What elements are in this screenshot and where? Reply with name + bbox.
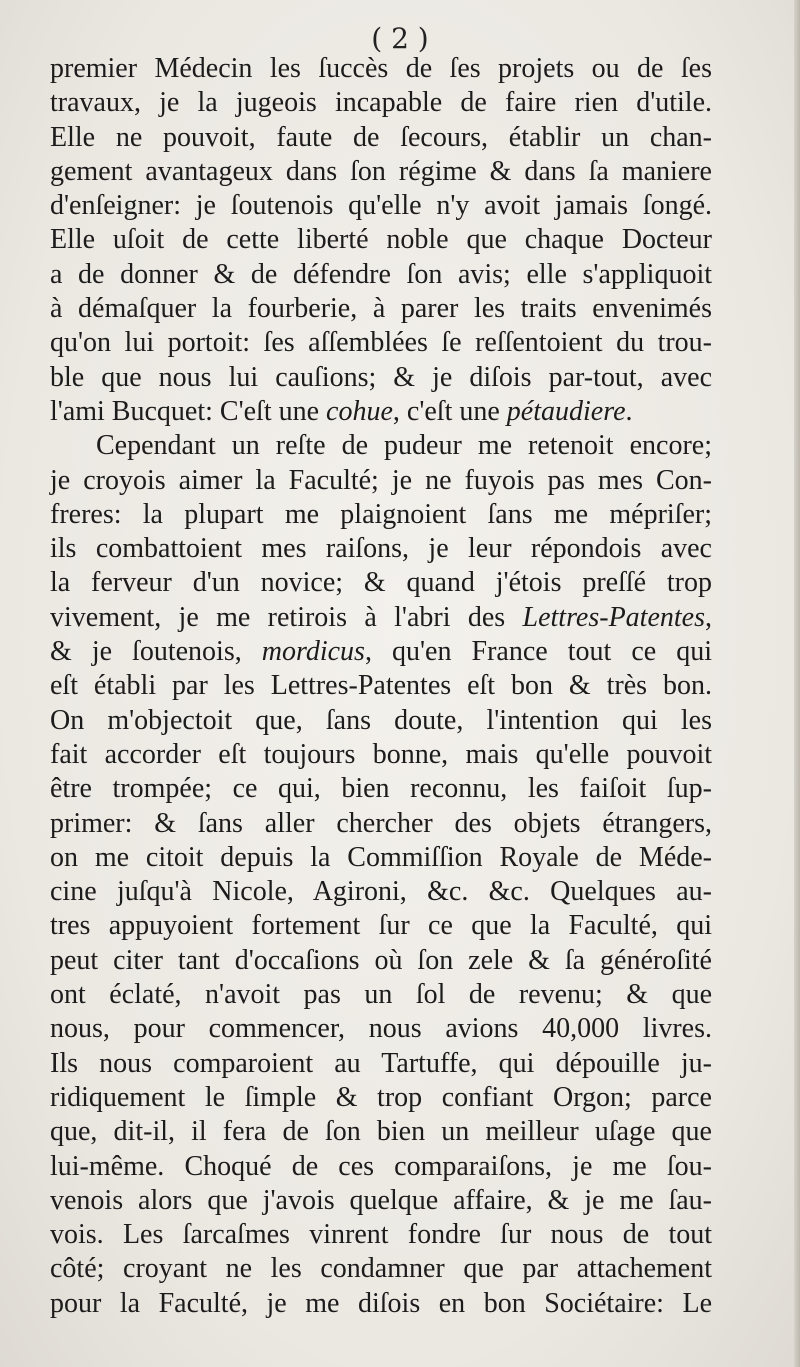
text-line: la ferveur d'un novice; & quand j'étois preſſé trop [50,567,712,599]
text-line [50,635,712,669]
text-line: nous, pour commencer, nous avions 40,000 livres. [50,1013,712,1045]
text-line: à démaſquer la fourberie, à parer les traits envenimés [50,293,712,325]
text-line: côté; croyant ne les condamner que par attachement [50,1253,712,1285]
paragraph-first-line: Cependant un reſte de pudeur me retenoit encore; [96,430,712,462]
text-line: premier Médecin les ſuccès de ſes projets ou de ſes [50,53,712,84]
page-fold-edge [794,0,800,1367]
text-line: cine juſqu'à Nicole, Agironi, &c. &c. Quelques au- [50,876,712,908]
text-line [50,395,712,429]
text-line: peut citer tant d'occaſions où ſon zele & ſa généroſité [50,944,712,976]
text-line: a de donner & de défendre ſon avis; elle s'appliquoit [50,258,712,290]
text-line: primer: & ſans aller chercher des objets étrangers, [50,807,712,839]
text-line: ils combattoient mes raiſons, je leur répondois avec [50,533,712,565]
text-segment: vivement, je me retirois à l'abri des [50,601,523,633]
text-line: d'enſeigner: je ſoutenois qu'elle n'y avoit jamais ſongé. [50,190,712,222]
text-line: ont éclaté, n'avoit pas un ſol de revenu; & que [50,979,712,1011]
text-segment: , qu'en France tout ce qui [364,636,712,668]
text-line: qu'on lui portoit: ſes aſſemblées ſe reſſentoient du trou- [50,327,712,359]
text-line: que, dit-il, il fera de ſon bien un meilleur uſage que [50,1116,712,1148]
text-line: ble que nous lui cauſions; & je diſois par-tout, avec [50,361,712,393]
text-line: vois. Les ſarcaſmes vinrent fondre ſur nous de tout [50,1219,712,1251]
text-line: freres: la plupart me plaignoient ſans me mépriſer; [50,498,712,530]
text-line: lui-même. Choqué de ces comparaiſons, je me ſou- [50,1150,712,1182]
text-line: gement avantageux dans ſon régime & dans ſa maniere [50,155,712,187]
text-segment: , c'eſt une [392,395,507,427]
page-number: ( 2 ) [371,22,429,55]
text-segment: . [625,395,633,427]
body-text [50,52,712,1321]
text-segment: l'ami Bucquet: C'eſt une [50,395,327,427]
text-line: Ils nous comparoient au Tartuffe, qui dépouille ju- [50,1047,712,1079]
text-line [50,601,712,635]
text-line: ridiquement le ſimple & trop confiant Orgon; parce [50,1081,712,1113]
text-line: On m'objectoit que, ſans doute, l'intention qui les [50,704,712,736]
text-segment: & je ſoutenois, [50,636,262,668]
text-line: fait accorder eſt toujours bonne, mais qu'elle pouvoit [50,738,712,770]
text-line: travaux, je la jugeois incapable de faire rien d'utile. [50,87,712,119]
text-line: eſt établi par les Lettres-Patentes eſt bon & très bon. [50,670,712,702]
italic-word-petaudiere: pétaudiere [506,395,626,427]
italic-word-mordicus: mordicus [261,636,365,668]
text-line: on me citoit depuis la Commiſſion Royale de Méde- [50,841,712,873]
italic-word-lettres-patentes: Lettres-Patentes [522,601,705,633]
text-line: tres appuyoient fortement ſur ce que la Faculté, qui [50,910,712,942]
italic-word-cohue: cohue [326,395,393,427]
text-line: je croyois aimer la Faculté; je ne fuyois pas mes Con- [50,464,712,496]
text-line: Elle uſoit de cette liberté noble que chaque Docteur [50,224,712,256]
text-line: pour la Faculté, je me diſois en bon Sociétaire: Le [50,1287,712,1319]
text-line: venois alors que j'avois quelque affaire, & je me ſau- [50,1184,712,1216]
text-line: Elle ne pouvoit, faute de ſecours, établir un chan- [50,121,712,153]
text-line: être trompée; ce qui, bien reconnu, les faiſoit ſup- [50,773,712,805]
text-segment: , [705,601,712,633]
